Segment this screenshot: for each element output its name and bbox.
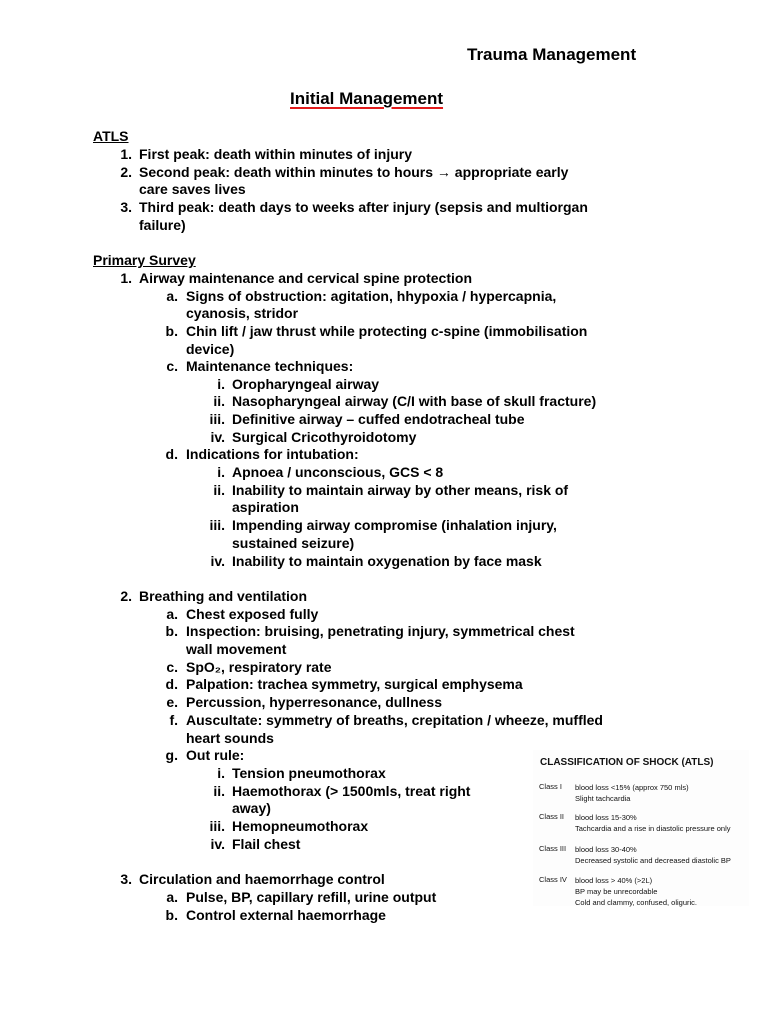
shock-class-description: blood loss 15-30%: [575, 813, 637, 822]
shock-class-label: Class IV: [539, 875, 567, 884]
list-item-text: sustained seizure): [232, 535, 355, 551]
shock-class-label: Class I: [539, 782, 562, 791]
list-item-text: Tension pneumothorax: [232, 765, 386, 781]
list-item-text: wall movement: [186, 641, 287, 657]
list-item-text: Oropharyngeal airway: [232, 376, 380, 392]
list-marker: b.: [165, 907, 178, 923]
list-marker: b.: [165, 623, 178, 639]
list-item-text: away): [232, 800, 271, 816]
list-item-text: First peak: death within minutes of injury: [139, 146, 413, 162]
shock-classification-figure: [533, 750, 749, 906]
list-marker: iv.: [210, 836, 225, 852]
list-item-text: aspiration: [232, 499, 299, 515]
list-item-text: Maintenance techniques:: [186, 358, 354, 374]
list-marker: a.: [166, 889, 178, 905]
list-marker: a.: [166, 288, 178, 304]
list-item-text: Signs of obstruction: agitation, hhypoxia / hypercapnia,: [186, 288, 557, 304]
list-item-text: Control external haemorrhage: [186, 907, 386, 923]
section-title: [290, 89, 443, 109]
list-marker: 3.: [120, 871, 132, 887]
list-item-text: Breathing and ventilation: [139, 588, 308, 604]
list-marker: 1.: [120, 146, 132, 162]
list-marker: g.: [165, 747, 178, 763]
list-item-text: failure): [139, 217, 186, 233]
list-item-text: Inability to maintain oxygenation by face mask: [232, 553, 542, 569]
list-marker: d.: [165, 446, 178, 462]
list-item-text: SpO₂, respiratory rate: [186, 659, 332, 675]
list-item-text: Apnoea / unconscious, GCS < 8: [232, 464, 444, 480]
list-marker: 3.: [120, 199, 132, 215]
list-item-text: Nasopharyngeal airway (C/I with base of skull fracture): [232, 393, 597, 409]
shock-class-description: Cold and clammy, confused, oliguric.: [575, 898, 697, 907]
list-marker: i.: [217, 464, 225, 480]
list-item-text: Third peak: death days to weeks after injury (sepsis and multiorgan: [139, 199, 588, 215]
list-item-text: Airway maintenance and cervical spine protection: [139, 270, 472, 286]
list-item-text: Impending airway compromise (inhalation injury,: [232, 517, 557, 533]
list-item-text: Inability to maintain airway by other means, risk of: [232, 482, 569, 498]
list-marker: c.: [166, 659, 178, 675]
shock-class-description: blood loss 30-40%: [575, 845, 637, 854]
list-marker: 2.: [120, 588, 132, 604]
list-marker: iii.: [209, 517, 225, 533]
list-marker: f.: [169, 712, 178, 728]
list-item-text: care saves lives: [139, 181, 246, 197]
list-marker: iii.: [209, 818, 225, 834]
shock-class-label: Class III: [539, 844, 567, 853]
shock-class-description: BP may be unrecordable: [575, 887, 658, 896]
list-marker: ii.: [213, 783, 225, 799]
list-item-text: Auscultate: symmetry of breaths, crepitation / wheeze, muffled: [186, 712, 603, 728]
list-item-text: Chin lift / jaw thrust while protecting c-spine (immobilisation: [186, 323, 588, 339]
section-title-text: Initial Management: [290, 89, 444, 108]
shock-class-description: Tachcardia and a rise in diastolic pressure only: [575, 824, 731, 833]
list-item-text: Indications for intubation:: [186, 446, 359, 462]
list-marker: b.: [165, 323, 178, 339]
shock-class-description: blood loss > 40% (>2L): [575, 876, 653, 885]
list-item-text: Definitive airway – cuffed endotracheal tube: [232, 411, 525, 427]
page-title: Trauma Management: [467, 45, 637, 64]
list-marker: i.: [217, 765, 225, 781]
list-item-text: Circulation and haemorrhage control: [139, 871, 385, 887]
list-item-text: Percussion, hyperresonance, dullness: [186, 694, 442, 710]
list-marker: ii.: [213, 393, 225, 409]
shock-class-description: Slight tachcardia: [575, 794, 631, 803]
shock-class-description: Decreased systolic and decreased diastolic BP: [575, 856, 731, 865]
list-item-text: heart sounds: [186, 730, 274, 746]
atls-heading: ATLS: [93, 128, 129, 144]
list-item-text: Chest exposed fully: [186, 606, 319, 622]
list-item-text: Inspection: bruising, penetrating injury, symmetrical chest: [186, 623, 575, 639]
list-marker: iii.: [209, 411, 225, 427]
list-item-text: Second peak: death within minutes to hours → appropriate early: [139, 164, 569, 180]
list-item-text: Pulse, BP, capillary refill, urine output: [186, 889, 437, 905]
list-marker: iv.: [210, 429, 225, 445]
list-marker: iv.: [210, 553, 225, 569]
shock-class-label: Class II: [539, 812, 565, 821]
list-marker: a.: [166, 606, 178, 622]
list-item-text: Surgical Cricothyroidotomy: [232, 429, 417, 445]
primary-survey-heading: Primary Survey: [93, 252, 196, 268]
list-marker: d.: [165, 676, 178, 692]
list-item-text: Out rule:: [186, 747, 245, 763]
shock-class-description: blood loss <15% (approx 750 mls): [575, 783, 689, 792]
list-item-text: Haemothorax (> 1500mls, treat right: [232, 783, 471, 799]
list-marker: 1.: [120, 270, 132, 286]
list-marker: e.: [166, 694, 178, 710]
list-marker: 2.: [120, 164, 132, 180]
list-item-text: device): [186, 341, 235, 357]
list-marker: ii.: [213, 482, 225, 498]
list-marker: i.: [217, 376, 225, 392]
list-marker: c.: [166, 358, 178, 374]
shock-table-title: CLASSIFICATION OF SHOCK (ATLS): [540, 757, 714, 768]
list-item-text: cyanosis, stridor: [186, 305, 299, 321]
list-item-text: Hemopneumothorax: [232, 818, 369, 834]
list-item-text: Flail chest: [232, 836, 301, 852]
list-item-text: Palpation: trachea symmetry, surgical emphysema: [186, 676, 523, 692]
